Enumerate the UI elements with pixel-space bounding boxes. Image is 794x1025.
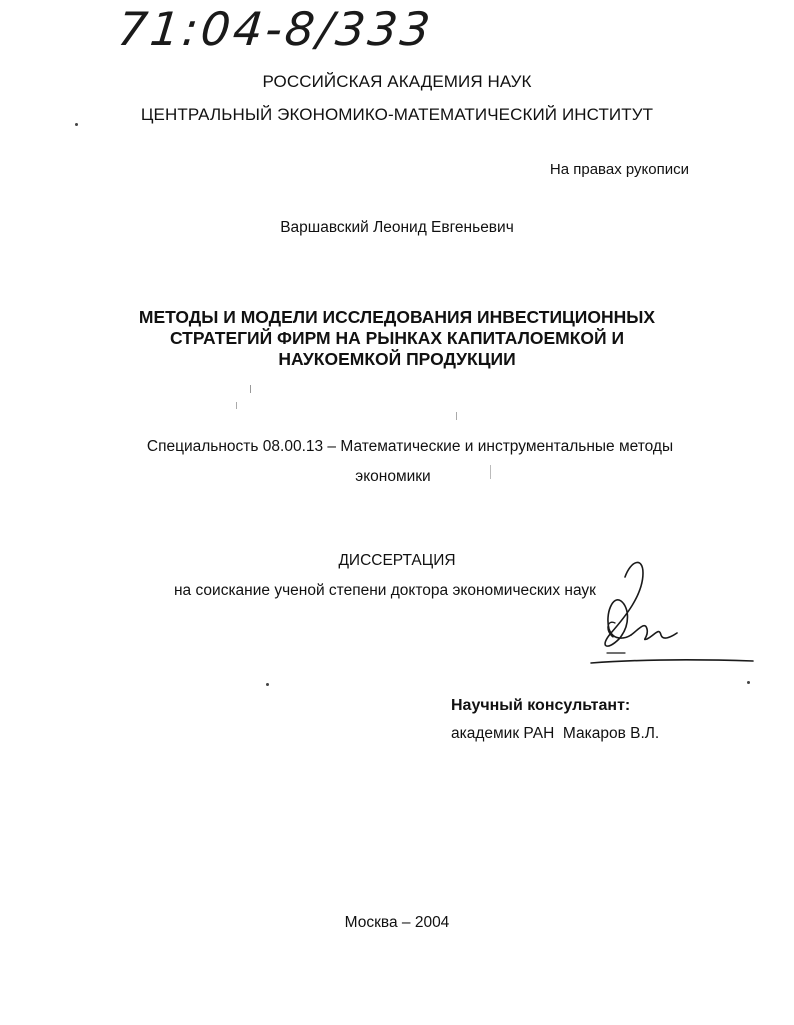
scientific-consultant-name: академик РАН Макаров В.Л.	[451, 725, 660, 742]
specialty-line: Специальность 08.00.13 – Математические и инструментальные методы	[146, 438, 674, 455]
scan-speck	[75, 123, 78, 126]
scientific-consultant-heading: Научный консультант:	[451, 697, 631, 714]
signature-icon	[585, 555, 755, 670]
academy-name: РОССИЙСКАЯ АКАДЕМИЯ НАУК	[262, 72, 532, 91]
scan-speck	[490, 465, 491, 479]
scan-speck	[266, 683, 269, 686]
scan-speck	[747, 681, 750, 684]
title-line: НАУКОЕМКОЙ ПРОДУКЦИИ	[278, 349, 516, 369]
document-type-label: ДИССЕРТАЦИЯ	[338, 552, 456, 569]
title-line: СТРАТЕГИЙ ФИРМ НА РЫНКАХ КАПИТАЛОЕМКОЙ И	[169, 328, 625, 348]
manuscript-rights-note: На правах рукописи	[549, 161, 689, 178]
degree-line: на соискание ученой степени доктора экономических наук	[174, 582, 596, 599]
scan-speck	[250, 385, 251, 393]
handwritten-catalog-code: 71:04-8/333	[115, 2, 436, 56]
city-year: Москва – 2004	[344, 914, 450, 931]
dissertation-title	[0, 307, 794, 370]
specialty-block	[140, 432, 680, 492]
title-line: МЕТОДЫ И МОДЕЛИ ИССЛЕДОВАНИЯ ИНВЕСТИЦИОННЫХ	[138, 307, 656, 327]
institute-name: ЦЕНТРАЛЬНЫЙ ЭКОНОМИКО-МАТЕМАТИЧЕСКИЙ ИНСТИТУТ	[140, 105, 654, 124]
scan-speck	[236, 402, 237, 409]
scan-speck	[456, 412, 457, 420]
author-name: Варшавский Леонид Евгеньевич	[280, 219, 514, 236]
specialty-line: экономики	[355, 468, 431, 485]
